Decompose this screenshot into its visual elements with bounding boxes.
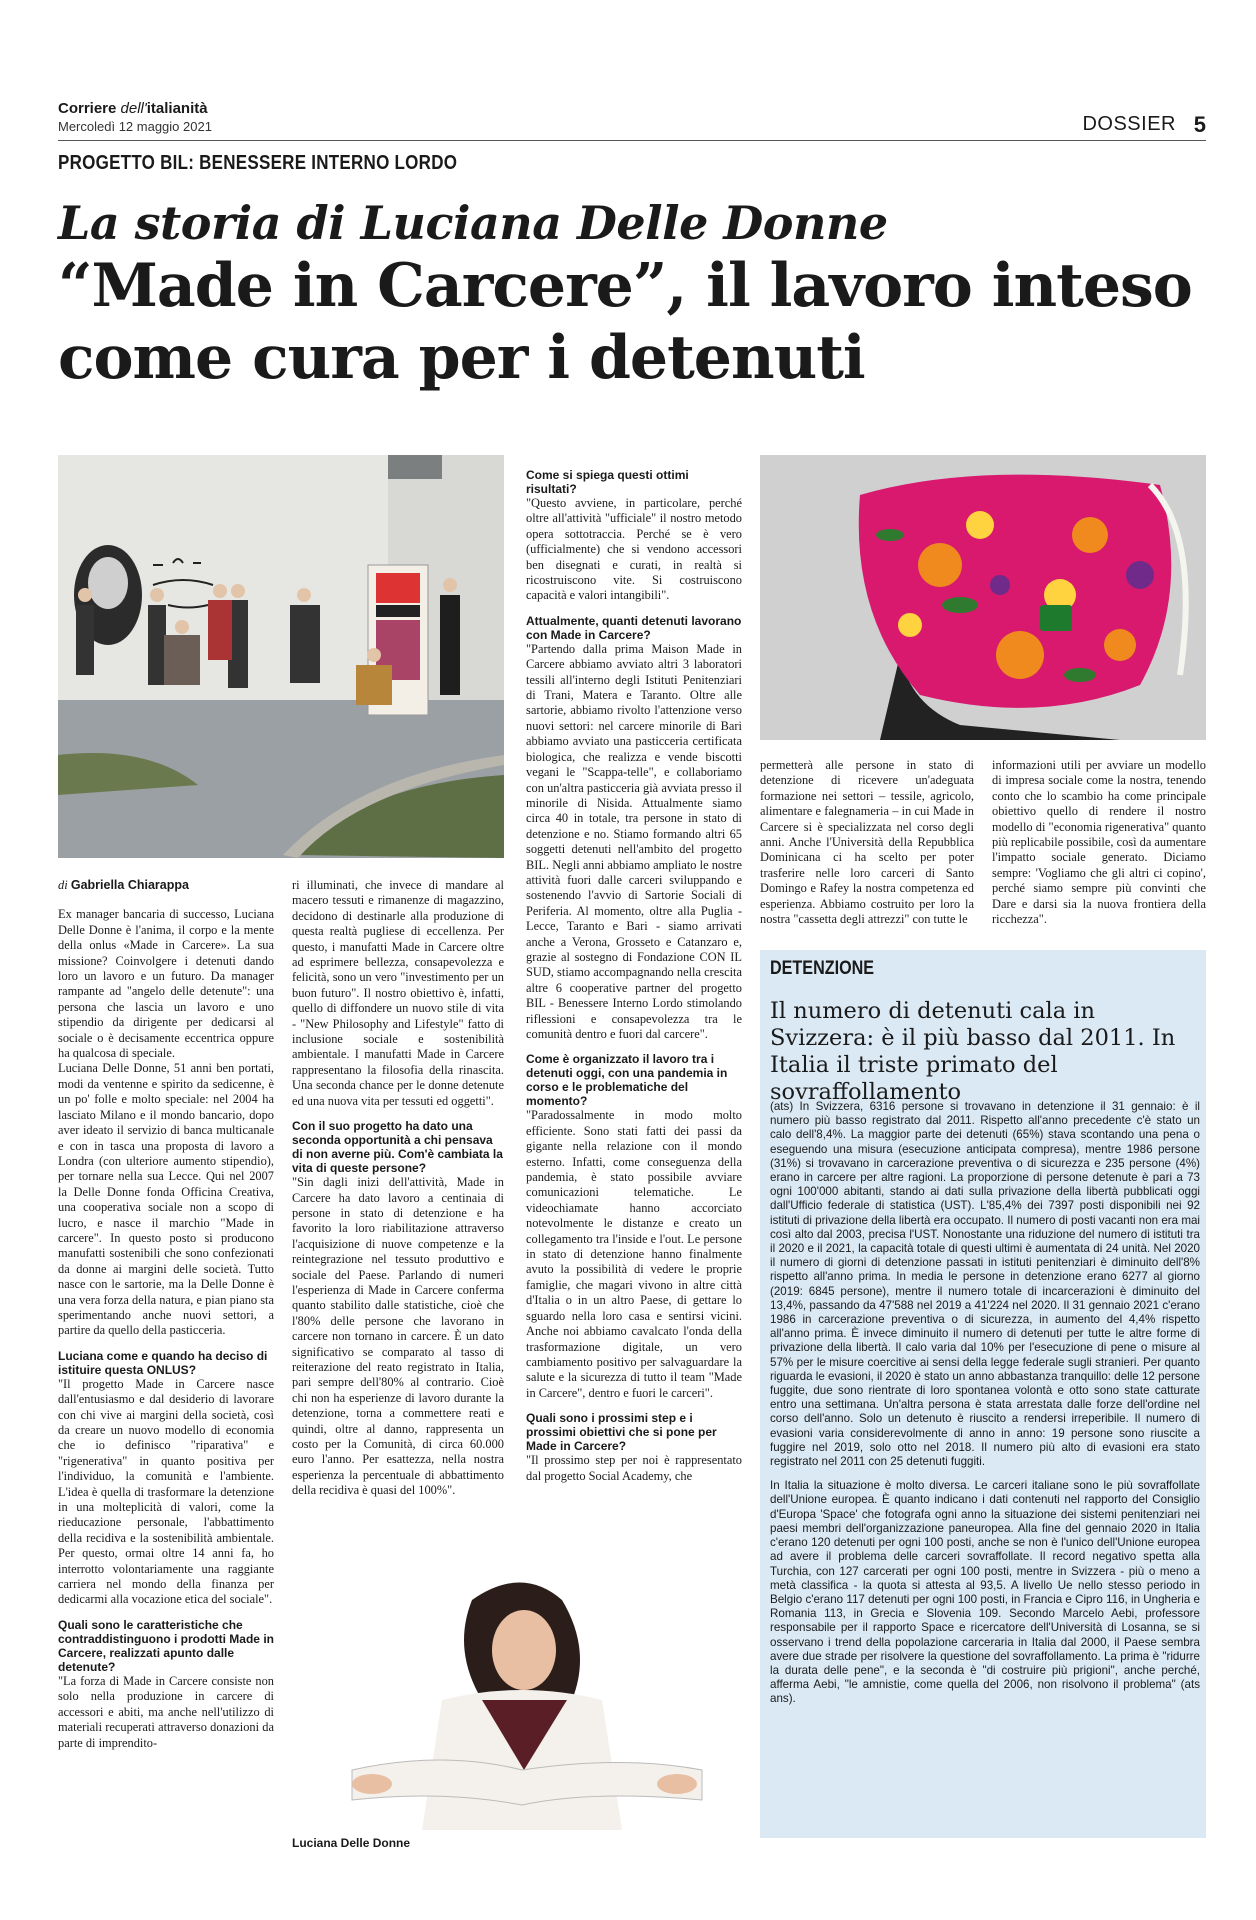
article-paragraph: ri illuminati, che invece di mandare al macero tessuti e rimanenze di magazzino, decidono di destinarle alla produzione di questa realtà pugliese di eccellenza. Per questo, i manufatti Made in Carcere oltre ad esprimere bellezza, consapevolezza e felicità, sono un vero "investimento per un buon futuro". Il nostro obiettivo è, infatti, quello di diffondere un nuovo stile di vita - "New Philosophy and Lifestyle" fatto di inclusione sociale e sostenibilità ambientale. I manufatti Made in Carcere rappresentano la filosofia della rinascita. Una seconda chance per le donne detenute ed una nuova vita per tessuti ed oggetti".: [292, 878, 504, 1108]
interview-question: Come si spiega questi ottimi risultati?: [526, 468, 689, 496]
mask-photo: [760, 455, 1206, 740]
article-paragraph: "La forza di Made in Carcere consiste non solo nella produzione in carcere di accessori e abiti, ma anche nell'utilizzo di materiali recuperati attraverso donazioni da parte di imprendito-: [58, 1673, 274, 1750]
article-column-5: [992, 758, 1206, 938]
interview-question: Con il suo progetto ha dato una seconda opportunità a chi pensava di non averne più. Com'è cambiata la vita di queste persone?: [292, 1119, 503, 1176]
article-paragraph: "Il progetto Made in Carcere nasce dall'entusiasmo e dal desiderio di lavorare con chi vive ai margini della società, così da creare un nuovo modello di economia che io definisco "riparativa" e "rigenerativa" in quanto positiva per l'individuo, la comunità e l'ambiente. L'idea è quella di trasformare la detenzione in una molteplicità di valori, come la rieducazione personale, l'abbattimento della recidiva e la sostenibilità ambientale. Per questo, ormai oltre 14 anni fa, ho interrotto volontariamente una raggiante carriera nel mondo della finanza per dedicarmi alla vocazione etica del sociale".: [58, 1376, 274, 1607]
article-paragraph: "Partendo dalla prima Maison Made in Carcere abbiamo avviato altri 3 laboratori tessili all'interno degli Istituti Penitenziari di Trani, Matera e Taranto. Oltre alle sartorie, abbiamo rivolto l'attenzione verso nuovi settori: nel carcere minorile di Bari abbiamo avviato una pasticceria certificata biologica, che realizza e vende biscotti vegani le "Scappa-telle", e collaboriamo con un'altra pasticceria già avviata presso il minorile di Nisida. Attualmente siamo circa 40 in totale, tra persone in stato di detenzione e no. Stiamo formando altri 65 soggetti detenuti nell'ambito del progetto BIL. Negli anni abbiamo ampliato le nostre attività fuori dalle carceri sviluppando e sostenendo l'avvio di Sartorie Sociali di Periferia. Al momento, oltre alla Puglia - Lecce, Taranto e Bari - siamo arrivati anche a Verona, Grosseto e Catanzaro e, grazie al sostegno di Fondazione CON IL SUD, stiamo accompagnando nella crescita altre 6 cooperative partner del progetto BIL - Benessere Interno Lordo stimolando riflessioni e consapevolezza tra le comunità dentro e fuori dal carcere".: [526, 641, 742, 1041]
headline-italic: La storia di Luciana Delle Donne: [58, 196, 888, 250]
byline: di Gabriella Chiarappa: [58, 878, 189, 892]
kicker: PROGETTO BIL: BENESSERE INTERNO LORDO: [58, 152, 458, 174]
detenzione-box: [760, 950, 1206, 1838]
header-rule: [58, 140, 1206, 141]
article-paragraph: informazioni utili per avviare un modello di impresa sociale come la nostra, tenendo conto che lo scambio ha come principale obiettivo quello di rendere il nostro modello di "economia rigenerativa" quanto più replicabile possibile, così da aumentare l'impatto sociale generato. Diciamo sempre: 'Vogliamo che gli altri ci copino', perché siamo sempre più convinti che Dare e darsi sia la nuova frontiera della ricchezza".: [992, 758, 1207, 927]
article-paragraph: Ex manager bancaria di successo, Luciana Delle Donne è l'anima, il corpo e la mente della onlus «Made in Carcere». La sua missione? Coinvolgere i detenuti dando loro un lavoro e un futuro. Da manager rampante ad "angelo delle detenute": una persona che lascia un lavoro e uno stipendio da dirigente per dedicarsi al sociale o è decisamente eccentrica oppure ha qualcosa di speciale.: [58, 907, 274, 1061]
box-paragraph: In Italia la situazione è molto diversa. Le carceri italiane sono le più sovraffollate dell'Unione europea. È quanto indicano i dati contenuti nel rapporto del Consiglio d'Europa 'Space' che fotografa ogni anno la situazione dei sistemi penitenziari nei paesi membri dell'organizzazione paneuropea. Alla fine del gennaio 2020 in Italia c'erano 120 detenuti per ogni 100 posti, anche se non è l'unico dell'Unione europea ad avere il problema delle carceri sovraffollate. Il record negativo spetta alla Turchia, con 127 carcerati per ogni 100 posti, mentre in Svizzera - più o meno a metà classifica - la quota si attesta al 93,5. A livello Ue nello stesso periodo in Belgio c'erano 117 detenuti per ogni 100 posti, in Francia e Cipro 116, in Ungheria e Romania 113, in Grecia e Slovenia 109. Secondo Marcelo Aebi, professore responsabile per il rapporto Space e ricercatore dell'Università di Losanna, se si osservano i trend della popolazione carceraria in Italia dal 2000, il Paese sembra avere due strade per risolvere la questione del sovraffollamento. La prima è "ridurre la durata delle pene", e la seconda è "di costruire più prigioni", anche perché, afferma Aebi, "le amnistie, come quella del 2006, non risolvono il problema" (ats ans).: [770, 1479, 1200, 1706]
article-column-4: [760, 758, 974, 938]
article-paragraph: "Paradossalmente in modo molto efficiente. Sono stati fatti dei passi da gigante nella relazione con il mondo esterno. Infatti, come conseguenza della pandemia, è stato possibile avviare comunicazioni telematiche. Le videochiamate hanno accorciato notevolmente le distanze e creato un collegamento tra l'inside e l'out. Le persone in stato di detenzione hanno finalmente avuto la possibilità di vedere le proprie famiglie, che magari vivono in altre città d'Italia o in un altro Paese, di gettare lo sguardo nella loro casa e sentirsi vicini. Anche noi abbiamo cavalcato l'onda della trasformazione digitale, un vero cambiamento positivo per salvaguardare la salute e la sicurezza di tutto il team "Made in Carcere", dentro e fuori le carceri".: [526, 1108, 742, 1400]
article-paragraph: "Questo avviene, in particolare, perché oltre all'attività "ufficiale" il nostro metodo opera sottotraccia. Perché se è vero (ufficialmente) che si vendono accessori ben disegnati e curati, in realtà si ricostruiscono vite. Si costruiscono capacità e valori intangibili".: [526, 496, 742, 603]
box-body: [770, 1100, 1200, 1717]
section-label: DOSSIER: [1082, 113, 1176, 135]
article-paragraph: "Il prossimo step per noi è rappresentato dal progetto Social Academy, che: [526, 1453, 742, 1483]
article-paragraph: "Sin dagli inizi dell'attività, Made in Carcere ha dato lavoro a centinaia di persone in stato di detenzione e ha favorito la loro riabilitazione attraverso l'acquisizione di nuove competenze e la reintegrazione nel tessuto produttivo e sociale del Paese. Parlando di numeri l'esperienza di Made in Carcere conferma quanto stabilito dalle statistiche, cioè che l'80% delle persone che lavorano in carcere non tornano in carcere. È un dato significativo se comparato al tasso di reiterazione del reato registrato in Italia, pari sempre dell'80% al contrario. Cioè chi non ha esperienze di lavoro durante la detenzione, torna a commettere reati e quindi, oltre al danno, rappresenta un costo per la Comunità, di circa 60.000 euro l'anno. Per esattezza, nella nostra esperienza la percentuale di abbattimento della recidiva è quasi del 100%".: [292, 1175, 504, 1498]
interview-question: Quali sono i prossimi step e i prossimi obiettivi che si pone per Made in Carcere?: [526, 1411, 717, 1454]
article-column-3: [526, 458, 742, 1548]
article-column-2: [292, 878, 504, 1558]
interview-question: Quali sono le caratteristiche che contraddistinguono i prodotti Made in Carcere, realizzati apunto dalle detenute?: [58, 1617, 274, 1674]
interview-question: Come è organizzato il lavoro tra i detenuti oggi, con una pandemia in corso e le problematiche del momento?: [526, 1052, 728, 1109]
article-paragraph: permetterà alle persone in stato di detenzione di ricevere un'adeguata formazione nei settori – tessile, agricolo, alimentare e falegnameria – in cui Made in Carcere si è specializzata nel corso degli anni. Anche l'Università della Repubblica Dominicana ci ha scelto per poter trasferire nelle loro carceri di Santo Domingo e Rafey la nostra competenza ed esperienza. Abbiamo costruito per loro la nostra "cassetta degli attrezzi" con tutte le: [760, 758, 974, 927]
group-photo: [58, 455, 504, 858]
masthead: Corriere dell'italianità: [58, 100, 208, 117]
box-paragraph: (ats) In Svizzera, 6316 persone si trovavano in detenzione il 31 gennaio: è il numero più basso registrato dal 2011. Rispetto all'anno precedente c'è stato un calo dell'8,4%. La maggior parte dei detenuti (65%) stava scontando una pena o eseguendo una misura (esecuzione anticipata compresa), mentre 1986 persone (31%) si trovavano in carcerazione preventiva o di sicurezza e 235 persone (4%) erano in carcere per altre ragioni. La proporzione di persone detenute è pari a 73 ogni 100'000 abitanti, stando ai dati sulla privazione della libertà pubblicati oggi dall'Ufficio federale di statistica (UST). L'85,4% dei 7397 posti disponibili nei 92 istituti di privazione della libertà era occupato. Il numero di posti vacanti non era mai così alto dal 2003, precisa l'UST. Nonostante una riduzione del numero di istituti tra il 2020 e il 2021, la capacità totale di questi ultimi è aumentata di 24 unità. Nel 2020 il numero di giorni di detenzione passati in istituti penitenziari è diminuito dell'8% rispetto all'anno prima. In media le persone in detenzione erano 6277 al giorno (2019: 6845 persone), mentre il numero totale di incarcerazioni è diminuito del 13,4%, passando da 47'588 nel 2019 a 41'224 nel 2020. Il 31 gennaio 2021 c'erano 1986 in carcerazione preventiva o di sicurezza, in aumento del 4,4% rispetto all'anno prima. È invece diminuito il numero di detenuti per tutte le altre forme di privazione della libertà. Il calo varia dal 10% per l'esecuzione di pene o misure al 57% per le misure coercitive ai sensi della legge federale sugli stranieri. Per quanto riguarda le evasioni, il 2020 è stato un anno abbastanza tranquillo: delle 12 persone fuggite, due sono rientrate di loro spontanea volontà e otto sono state catturate entro una settimana. Un'altra persona è stata arrestata dalle forze dell'ordine nel corso dell'anno. Solo un detenuto è riuscito a rendersi irreperibile. Il numero di evasioni varia considerevolmente di anno in anno: 19 persone sono riuscite a fuggire nel 2019, solo otto nel 2018. Il numero più alto di evasioni era stato registrato nel 2011 con 25 detenuti fuggiti.: [770, 1100, 1200, 1469]
article-column-1: [58, 878, 274, 1868]
box-title: Il numero di detenuti cala in Svizzera: è il più basso dal 2011. In Italia il triste primato del sovraffollamento: [770, 998, 1176, 1105]
box-tag: DETENZIONE: [770, 958, 875, 979]
interview-question: Attualmente, quanti detenuti lavorano con Made in Carcere?: [526, 613, 742, 642]
interview-question: Luciana come e quando ha deciso di istituire questa ONLUS?: [58, 1348, 268, 1377]
article-paragraph: Luciana Delle Donne, 51 anni ben portati, modi da ventenne e spirito da sedicenne, è un po' folle e molto speciale: nel 2004 ha lasciato Milano e il mondo bancario, dopo aver ideato il servizio di banca multicanale e con in tasca una proposta di lavoro a Londra (con ulteriore aumento stipendio), per tornare nella sua Lecce. Qui nel 2007 la Delle Donne fonda Officina Creativa, una cooperativa sociale non a scopo di lucro, e nasce il marchio "Made in carcere". In questo posto si producono manufatti sostenibili che sono confezionati da donne ai margini delle società. Tutto nasce con le sartorie, ma la Delle Donne è una vera forza della natura, e pian piano sta sperimentando anche nuovi settori, a partire da quello della pasticceria.: [58, 1061, 274, 1338]
headline-main: “Made in Carcere”, il lavoro inteso come cura per i detenuti: [58, 251, 1192, 393]
page-number: 5: [1193, 112, 1206, 137]
portrait-photo: [292, 1570, 742, 1830]
photo-caption: Luciana Delle Donne: [292, 1836, 411, 1850]
issue-date: Mercoledì 12 maggio 2021: [58, 119, 212, 134]
